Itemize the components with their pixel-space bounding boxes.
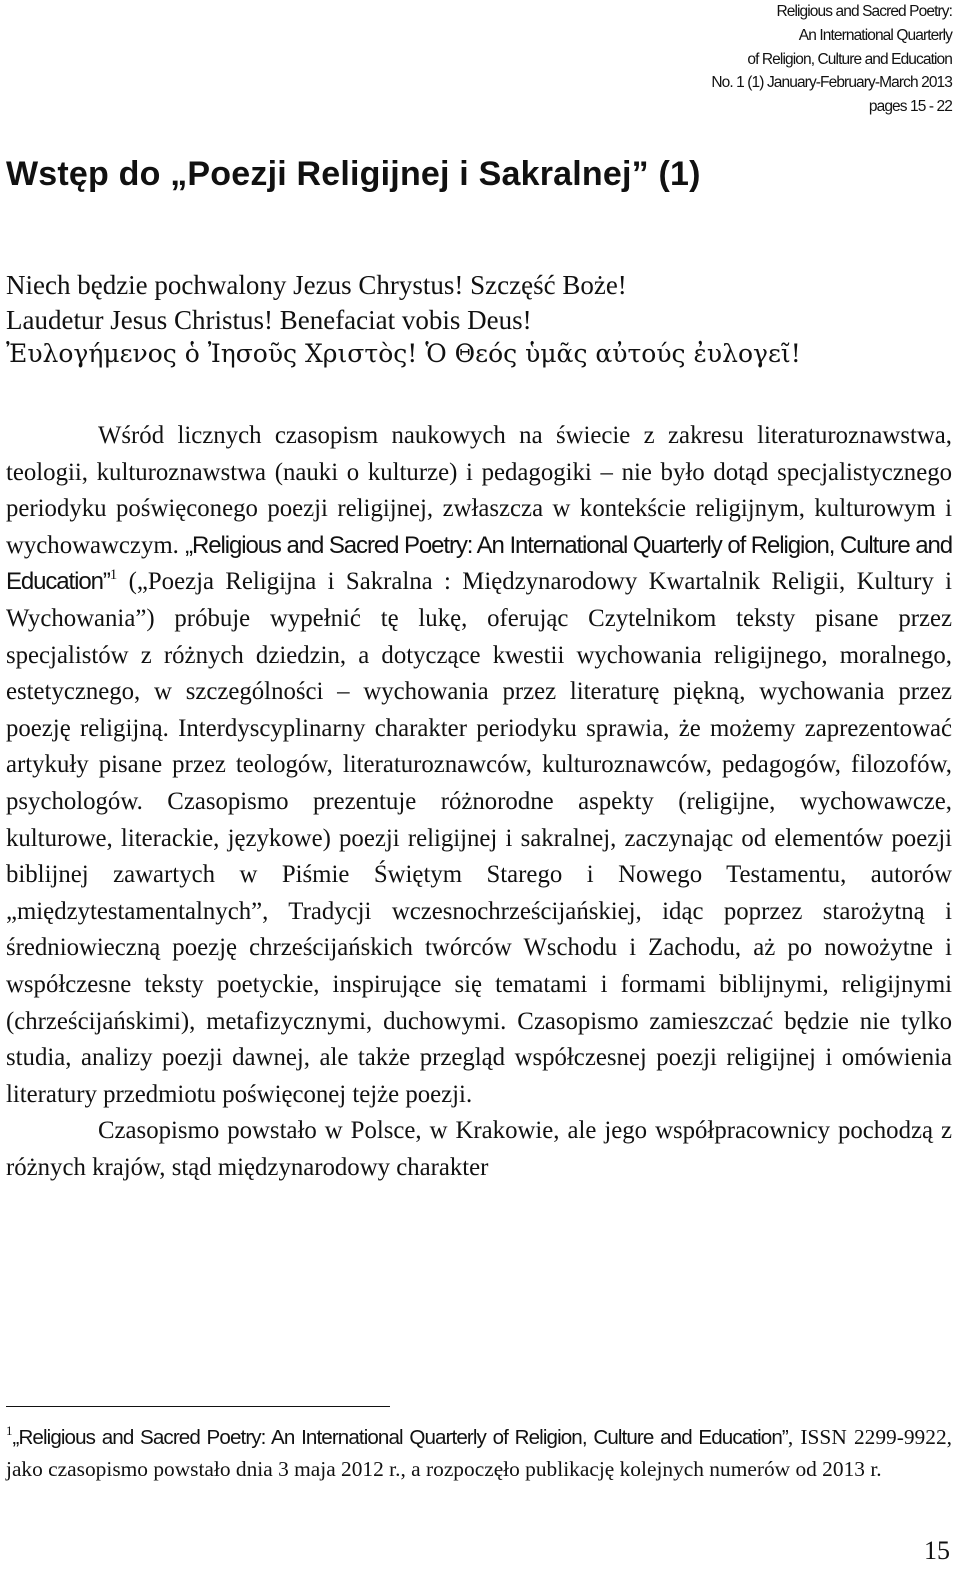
journal-header-line: No. 1 (1) January-February-March 2013 <box>711 74 952 92</box>
journal-header <box>711 0 952 119</box>
paragraph <box>6 418 952 1113</box>
journal-name: „Religious and Sacred Poetry: An International Quarterly of Religion, Culture and Education” <box>6 531 953 596</box>
body-text <box>6 418 952 1186</box>
paragraph-text: Wśród licznych czasopism naukowych na świecie z zakresu literaturoznawstwa, teologii, kulturoznawstwa (nauki o kulturze) i pedagogiki – nie było dotąd specjalistycznego periodyku poświęconego poezji religijnej, zwłaszcza w kontekście religijnym, kulturowym i wychowawczym. <box>6 422 952 559</box>
footnote-journal-name: „Religious and Sacred Poetry: An International Quarterly of Religion, Culture and Education” <box>12 1426 788 1449</box>
paragraph-text: („Poezja Religijna i Sakralna : Międzynarodowy Kwartalnik Religii, Kultury i Wychowania”) próbuje wypełnić tę lukę, oferując Czytelnikom teksty pisane przez specjalistów z różnych dziedzin, a dotyczące kwestii wychowania religijnego, moralnego, estetycznego, w szczególności – wychowania przez literaturę piękną, wychowania przez poezję religijną. Interdyscyplinarny charakter periodyku sprawia, że możemy zaprezentować artykuły pisane przez teologów, literaturoznawców, kulturoznawców, pedagogów, filozofów, psychologów. Czasopismo prezentuje różnorodne aspekty (religijne, wychowawcze, kulturowe, literackie, językowe) poezji religijnej i sakralnej, zaczynając od elementów poezji biblijnej zawartych w Piśmie Świętym Starego i Nowego Testamentu, autorów „międzytestamentalnych”, Tradycji wczesnochrześcijańskiej, idąc poprzez starożytną i średniowieczną poezję chrześcijańskich twórców Wschodu i Zachodu, aż po nowożytne i współczesne teksty poetyckie, inspirujące się tematami i formami biblijnymi, religijnymi (chrześcijańskimi), metafizycznymi, duchowymi. Czasopismo zamieszczać będzie nie tylko studia, analizy poezji dawnej, ale także przegląd współczesnej poezji religijnej i omówienia literatury przedmiotu poświęconej tejże poezji. <box>6 568 952 1108</box>
footnote-number: 1 <box>6 1423 13 1438</box>
paragraph: Czasopismo powstało w Polsce, w Krakowie, ale jego współpracownicy pochodzą z różnych krajów, stąd międzynarodowy charakter <box>6 1117 952 1181</box>
article-title: Wstęp do „Poezji Religijnej i Sakralnej” (1) <box>6 155 701 193</box>
journal-header-line: of Religion, Culture and Education <box>747 50 952 68</box>
footnote-separator <box>6 1406 390 1407</box>
greeting-greek: Ἐυλογήμενος ὁ Ἰησοῦς Χριστὸς! Ὁ Θεός ὑμᾶς αὐτούς ἐυλογεῖ! <box>6 339 801 368</box>
journal-header-pages: pages 15 - 22 <box>868 98 952 116</box>
footnote <box>6 1422 952 1484</box>
journal-header-line: An International Quarterly <box>798 26 952 44</box>
page-number: 15 <box>924 1536 950 1565</box>
journal-header-line: Religious and Sacred Poetry: <box>776 3 952 20</box>
greeting-polish: Niech będzie pochwalony Jezus Chrystus! Szczęść Boże! <box>6 270 627 300</box>
greeting-latin: Laudetur Jesus Christus! Benefaciat vobis Deus! <box>6 304 532 335</box>
footnote-text: , ISSN 2299-9922, jako czasopismo powstało dnia 3 maja 2012 r., a rozpoczęło publikację kolejnych numerów od 2013 r. <box>6 1425 952 1481</box>
greeting-block <box>6 268 801 372</box>
footnote-reference[interactable]: 1 <box>109 567 118 584</box>
